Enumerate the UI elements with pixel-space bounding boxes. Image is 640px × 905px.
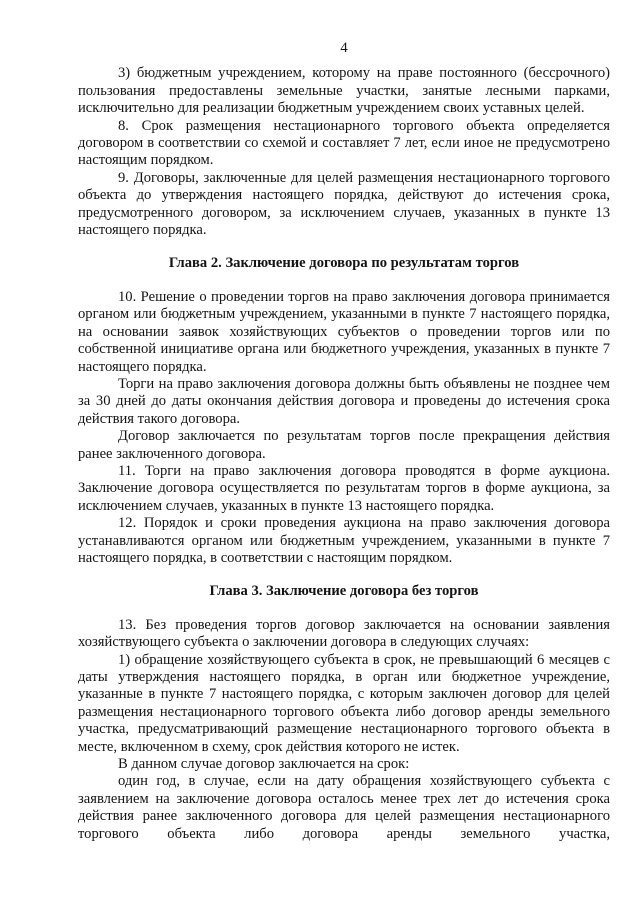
paragraph-9: 9. Договоры, заключенные для целей размещения нестационарного торгового объекта до утверждения настоящего порядка, действуют до истечения срока, предусмотренного договором, за исключением случаев, указанных в пункте 13 настоящего порядка. — [78, 169, 610, 239]
chapter-2-heading: Глава 2. Заключение договора по результатам торгов — [168, 255, 520, 272]
page-number: 4 — [340, 40, 348, 56]
paragraph-10-contract-conclusion: Договор заключается по результатам торгов после прекращения действия ранее заключенного договора. — [78, 428, 610, 462]
paragraph-13-term-one-year: один год, в случае, если на дату обращения хозяйствующего субъекта с заявлением на заключение договора осталось менее трех лет до истечения срока действия ранее заключенного договора для целей размещения нестационарного торгового объекта либо договора аренды земельного участка, — [78, 773, 610, 842]
paragraph-3-item-3: 3) бюджетным учреждением, которому на праве постоянного (бессрочного) пользования предоставлены земельные участки, занятые лесными парками, исключительно для реализации бюджетным учреждением своих уставных целей. — [78, 65, 610, 117]
paragraph-13: 13. Без проведения торгов договор заключается на основании заявления хозяйствующего субъекта о заключении договора в следующих случаях: — [78, 616, 610, 651]
paragraph-10-auction-deadline: Торги на право заключения договора должны быть объявлены не позднее чем за 30 дней до даты окончания действия договора и проведены до истечения срока действия такого договора. — [78, 375, 610, 427]
paragraph-12: 12. Порядок и сроки проведения аукциона на право заключения договора устанавливаются органом или бюджетным учреждением, указанными в пункте 7 настоящего порядка, в соответствии с настоящим порядком. — [78, 515, 610, 566]
paragraph-8: 8. Срок размещения нестационарного торгового объекта определяется договором в соответствии со схемой и составляет 7 лет, если иное не предусмотрено настоящим порядком. — [78, 117, 610, 169]
paragraph-11: 11. Торги на право заключения договора проводятся в форме аукциона. Заключение договора осуществляется по результатам торгов в форме аукциона, за исключением случаев, указанных в пункте 13 настоящего порядка. — [78, 462, 610, 514]
paragraph-13-item-1: 1) обращение хозяйствующего субъекта в срок, не превышающий 6 месяцев с даты утверждения настоящего порядка, в орган или бюджетное учреждение, указанные в пункте 7 настоящего порядка, с которым заключен договор для целей размещения нестационарного торгового объекта либо договор аренды земельного участка, предусматривающий размещение нестационарного торгового объекта в месте, включенном в схему, срок действия которого не истек. — [78, 651, 610, 755]
chapter-3-heading: Глава 3. Заключение договора без торгов — [209, 583, 479, 600]
document-page — [78, 40, 610, 843]
paragraph-10: 10. Решение о проведении торгов на право заключения договора принимается органом или бюджетным учреждением, указанными в пункте 7 настоящего порядка, на основании заявок хозяйствующих субъектов о проведении торгов или по собственной инициативе органа или бюджетного учреждения, указанных в пункте 7 настоящего порядка. — [78, 288, 610, 375]
paragraph-13-term-intro: В данном случае договор заключается на срок: — [118, 756, 410, 773]
